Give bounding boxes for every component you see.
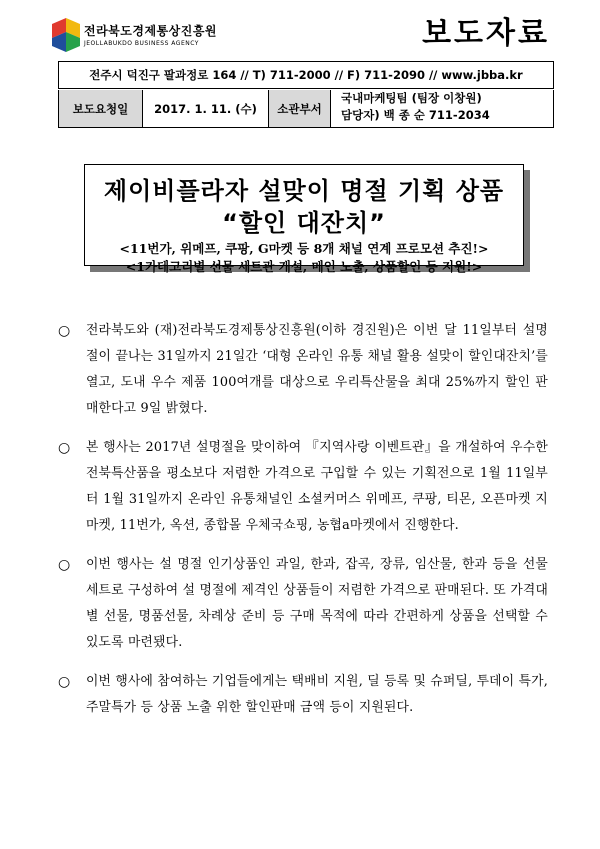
headline-title-line1: 제이비플라자 설맞이 명절 기획 상품 [103,177,505,205]
bullet-icon: ○ [58,323,71,339]
contact-person: 담당자) 백 종 순 711-2034 [341,108,490,122]
contact-bar: 전주시 덕진구 팔과정로 164 // T) 711-2000 // F) 711-2090 // www.jbba.kr [58,61,554,89]
headline-subtitle-2: <1카테고리별 선물 세트관 개설, 메인 노출, 상품할인 등 지원!> [125,259,483,274]
bullet-icon: ○ [58,674,71,690]
paragraph [58,435,548,539]
meta-table [58,90,554,128]
paragraph-text: 본 행사는 2017년 설명절을 맞이하여 『지역사랑 이벤트관』을 개설하여 우수한 전북특산품을 평소보다 저렴한 가격으로 구입할 수 있는 기획전으로 1월 11일부터 1월 31일까지 온라인 유통채널인 소셜커머스 위메프, 쿠팡, 티몬, 오픈마켓 지마켓, 11번가, 옥션, 종합몰 우체국쇼핑, 농협a마켓에서 진행한다. [86,440,548,533]
bullet-icon: ○ [58,557,71,573]
request-date-value: 2017. 1. 11. (수) [143,90,269,127]
paragraph [58,669,548,721]
org-name-en: JEOLLABUKDO BUSINESS AGENCY [84,40,199,47]
paragraph-text: 전라북도와 (재)전라북도경제통상진흥원(이하 경진원)은 이번 달 11일부터 설명절이 끝나는 31일까지 21일간 ‘대형 온라인 유통 채널 활용 설맞이 할인대잔치’를 열고, 도내 우수 제품 100여개를 대상으로 우리특산물을 최대 25%까지 할인 판매한다고 9일 밝혔다. [86,323,548,416]
headline-title-line2: “할인 대잔치” [222,209,386,237]
dept-label: 소관부서 [269,90,331,127]
article-body [58,318,548,734]
agency-logo [52,16,222,56]
paragraph-text: 이번 행사에 참여하는 기업들에게는 택배비 지원, 딜 등록 및 슈퍼딜, 투데이 특가, 주말특가 등 상품 노출 위한 할인판매 금액 등이 지원된다. [86,674,548,715]
paragraph [58,318,548,422]
headline-box [84,164,524,274]
request-date-label: 보도요청일 [59,90,143,127]
paragraph [58,552,548,656]
headline-subtitle-1: <11번가, 위메프, 쿠팡, G마켓 등 8개 채널 연계 프로모션 추진!> [119,241,489,256]
paragraph-text: 이번 행사는 설 명절 인기상품인 과일, 한과, 잡곡, 장류, 임산물, 한과 등을 선물 세트로 구성하여 설 명절에 제격인 상품들이 저렴한 가격으로 판매된다. 또 가격대별 선물, 명품선물, 차례상 준비 등 구매 목적에 따라 간편하게 상품을 선택할 수 있도록 마련됐다. [86,557,548,650]
dept-name: 국내마케팅팀 (팀장 이창원) [341,91,482,105]
doc-type-title: 보도자료 [422,16,550,51]
bullet-icon: ○ [58,440,71,456]
org-name: 전라북도경제통상진흥원 [84,24,218,38]
agency-logo-icon [52,18,80,52]
dept-info [331,90,553,127]
